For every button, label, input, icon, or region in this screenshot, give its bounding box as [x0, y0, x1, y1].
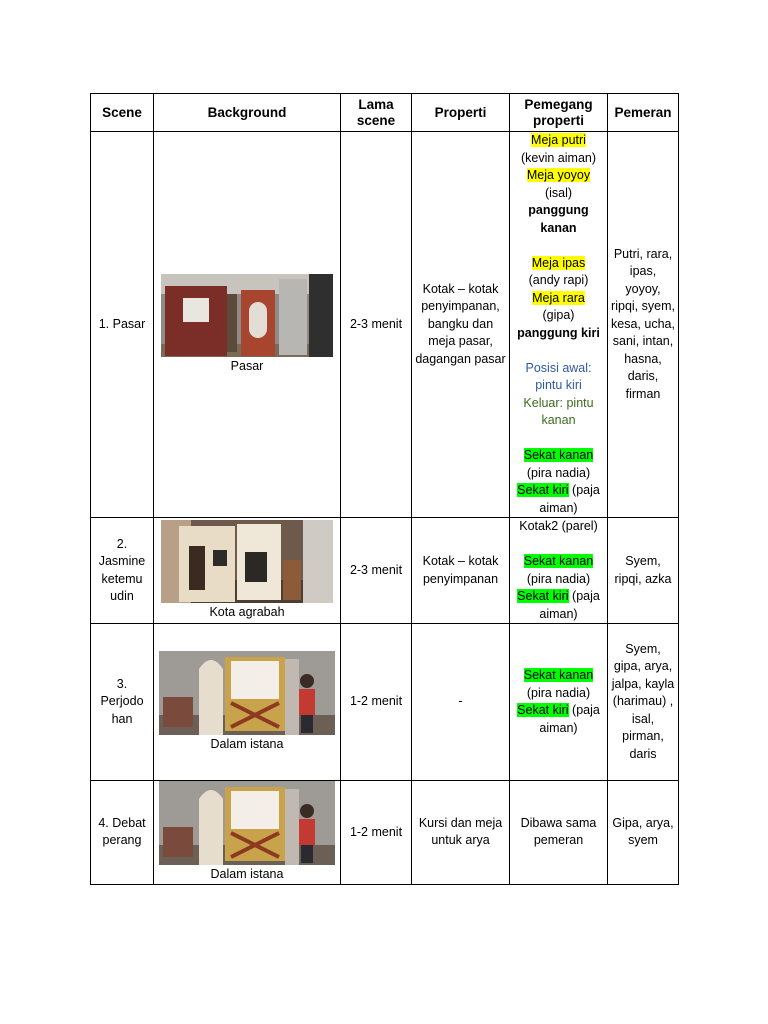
palace-photo — [159, 651, 335, 735]
prop-holder-cell — [510, 624, 608, 781]
table-row — [91, 518, 679, 624]
background-caption: Dalam istana — [210, 867, 284, 881]
cast-cell: Putri, rara, ipas, yoyoy, ripqi, syem, kesa, ucha, sani, intan, hasna, daris, firman — [608, 132, 679, 518]
prop-item: Meja ipas — [531, 255, 586, 270]
scene-cell: 2. Jasmine ketemu udin — [91, 518, 154, 624]
scene-cell: 4. Debat perang — [91, 781, 154, 885]
duration-cell: 1-2 menit — [341, 781, 412, 885]
header-pemeran: Pemeran — [608, 94, 679, 132]
prop-holder-cell — [510, 518, 608, 624]
cast-cell: Syem, gipa, arya, jalpa, kayla (harimau) , isal, pirman, daris — [608, 624, 679, 781]
table-row — [91, 132, 679, 518]
start-position: Posisi awal: pintu kiri — [525, 360, 592, 392]
duration-cell: 2-3 menit — [341, 132, 412, 518]
duration-cell: 1-2 menit — [341, 624, 412, 781]
background-cell — [154, 624, 341, 781]
table-row — [91, 781, 679, 885]
cast-cell: Syem, ripqi, azka — [608, 518, 679, 624]
prop-holder: (andy rapi) — [528, 273, 589, 287]
props-cell: - — [412, 624, 510, 781]
prop-item: Sekat kiri — [517, 483, 569, 497]
prop-item: Kotak2 (parel) — [519, 519, 598, 533]
header-pemegang-properti: Pemegang properti — [510, 94, 608, 132]
palace-photo — [159, 781, 335, 865]
stage-position: panggung kanan — [528, 203, 589, 235]
prop-item: Sekat kanan — [523, 554, 594, 568]
prop-holder-cell: Dibawa sama pemeran — [510, 781, 608, 885]
header-background: Background — [154, 94, 341, 132]
props-cell: Kotak – kotak penyimpanan — [412, 518, 510, 624]
props-cell: Kotak – kotak penyimpanan, bangku dan meja pasar, dagangan pasar — [412, 132, 510, 518]
header-scene: Scene — [91, 94, 154, 132]
city-photo — [161, 520, 333, 603]
prop-item: Sekat kiri — [517, 703, 569, 717]
duration-cell: 2-3 menit — [341, 518, 412, 624]
prop-holder: (pira nadia) — [526, 465, 591, 480]
stage-position: panggung kiri — [517, 325, 600, 340]
background-caption: Kota agrabah — [209, 604, 285, 619]
scene-table — [90, 93, 679, 885]
exit-position: Keluar: pintu kanan — [523, 395, 594, 427]
prop-item: Sekat kanan — [523, 448, 594, 462]
header-lama-scene: Lama scene — [341, 94, 412, 132]
prop-holder: (paja aiman) — [539, 589, 600, 621]
prop-holder: (isal) — [544, 185, 573, 200]
prop-holder: (paja aiman) — [539, 483, 600, 515]
prop-holder: (pira nadia) — [526, 571, 591, 586]
cast-cell: Gipa, arya, syem — [608, 781, 679, 885]
header-properti: Properti — [412, 94, 510, 132]
header-row — [91, 94, 679, 132]
table-row — [91, 624, 679, 781]
prop-holder: (paja aiman) — [539, 703, 600, 735]
prop-item: Meja rara — [532, 290, 585, 305]
prop-item: Sekat kiri — [517, 589, 569, 603]
background-cell — [154, 132, 341, 518]
prop-item: Sekat kanan — [523, 668, 594, 682]
background-cell — [154, 518, 341, 624]
market-photo — [161, 274, 333, 357]
scene-cell: 3. Perjodo han — [91, 624, 154, 781]
prop-holder: (kevin aiman) — [520, 150, 597, 165]
background-caption: Dalam istana — [210, 736, 284, 751]
prop-item: Meja yoyoy — [526, 168, 591, 182]
props-cell: Kursi dan meja untuk arya — [412, 781, 510, 885]
prop-holder: (pira nadia) — [526, 685, 591, 700]
background-caption: Pasar — [230, 358, 264, 373]
prop-holder-cell — [510, 132, 608, 518]
scene-cell: 1. Pasar — [91, 132, 154, 518]
prop-holder: (gipa) — [542, 308, 575, 322]
prop-item: Meja putri — [531, 133, 586, 147]
background-cell — [154, 781, 341, 885]
